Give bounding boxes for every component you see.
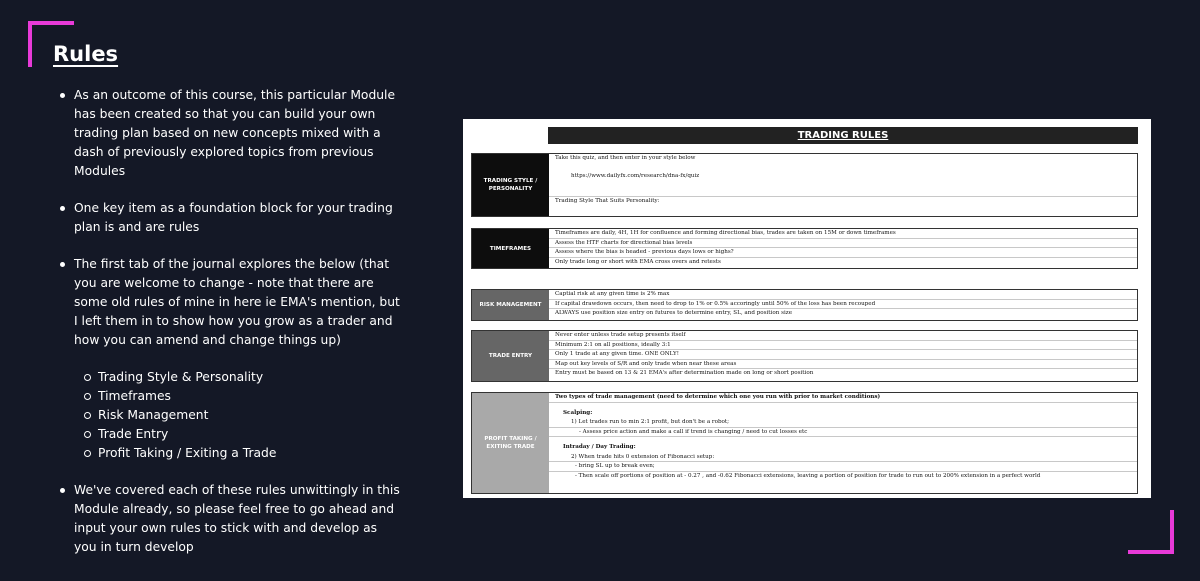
page-title: Rules: [53, 42, 119, 66]
bullet-item: As an outcome of this course, this particular Module has been created so that you can build your own trading plan based on new concepts mixed with a dash of previously explored topics from previous Modules: [56, 86, 401, 181]
sheet-row: Only trade long or short with EMA cross overs and retests: [555, 258, 721, 265]
section-timeframes: [471, 228, 1138, 269]
bullet-text: The first tab of the journal explores the below (that you are welcome to change - note that there are some old rules of mine in here ie EMA's mention, but I left them in to show how you grow as a trader and how you can amend and change things up): [74, 257, 400, 347]
section-label: TRADING STYLE / PERSONALITY: [472, 154, 549, 216]
sheet-row: https://www.dailyfx.com/research/dna-fx/quiz: [549, 171, 1137, 197]
sub-bullet-item: Trade Entry: [80, 425, 401, 444]
corner-accent-bottom-right-vertical: [1170, 510, 1174, 554]
sheet-row: Map out key levels of S/R and only trade when near these areas: [549, 360, 1137, 370]
sheet-row: 1) Let trades run to min 2:1 profit, but don't be a robot;: [549, 418, 1137, 428]
section-trade-entry: [471, 330, 1138, 382]
corner-accent-top-left-vertical: [28, 21, 32, 67]
section-risk-management: [471, 289, 1138, 321]
sheet-row: Only 1 trade at any given time. ONE ONLY!: [549, 350, 1137, 360]
sheet-row: Trading Style That Suits Personality:: [555, 197, 660, 204]
bullet-item: One key item as a foundation block for your trading plan is and are rules: [56, 199, 401, 237]
section-profit-taking: [471, 392, 1138, 494]
sheet-row: - Then scale off portions of position at - 0.27 , and -0.62 Fibonacci extensions, leaving a portion of position for trade to run out to 200% extension in a perfect world: [575, 472, 1041, 479]
section-label: PROFIT TAKING / EXITING TRADE: [472, 393, 549, 493]
sheet-row: Take this quiz, and then enter in your style below: [555, 155, 696, 161]
section-trading-style: [471, 153, 1138, 217]
sheet-title: TRADING RULES: [548, 127, 1138, 144]
sheet-row: Entry must be based on 13 & 21 EMA's after determination made on long or short position: [555, 370, 814, 376]
bullet-list: [56, 86, 401, 576]
corner-accent-bottom-right: [1128, 550, 1174, 554]
section-label: TIMEFRAMES: [472, 229, 549, 268]
sub-bullet-list: [80, 368, 401, 463]
sub-bullet-item: Risk Management: [80, 406, 401, 425]
sheet-row: Minimum 2:1 on all positions, ideally 3:1: [549, 341, 1137, 351]
sheet-row: Scalping:: [563, 409, 593, 416]
bullet-item: We've covered each of these rules unwittingly in this Module already, so please feel free to go ahead and input your own rules to stick with and develop as you in turn develop: [56, 481, 401, 557]
sheet-row: Timeframes are daily, 4H, 1H for confluence and forming directional bias, trades are taken on 15M or down timeframes: [549, 229, 1137, 239]
trading-rules-sheet-image: [463, 119, 1151, 498]
sheet-row: Assess where the bias is headed - previous days lows or highs?: [549, 248, 1137, 258]
sheet-row: Assess the HTF charts for directional bias levels: [549, 239, 1137, 249]
sub-bullet-item: Profit Taking / Exiting a Trade: [80, 444, 401, 463]
sub-bullet-item: Timeframes: [80, 387, 401, 406]
sheet-row: Never enter unless trade setup presents itself: [549, 331, 1137, 341]
sheet-row: - Assess price action and make a call if trend is changing / need to cut losses etc: [549, 428, 1137, 438]
section-label: TRADE ENTRY: [472, 331, 549, 381]
sheet-row: 2) When trade hits 0 extension of Fibonacci setup:: [549, 453, 1137, 463]
sheet-row: ALWAYS use position size entry on futures to determine entry, SL, and position size: [555, 310, 793, 316]
sheet-row: If capital drawdown occurs, then need to drop to 1% or 0.5% accoringly until 50% of the loss has been recouped: [549, 300, 1137, 310]
sheet-row: Intraday / Day Trading:: [563, 444, 636, 450]
sheet-row: Captial risk at any given time is 2% max: [549, 290, 1137, 300]
sheet-row: Two types of trade management (need to determine which one you run with prior to market conditions): [549, 393, 1137, 403]
section-label: RISK MANAGEMENT: [472, 290, 549, 320]
sub-bullet-item: Trading Style & Personality: [80, 368, 401, 387]
corner-accent-top-left: [28, 21, 74, 25]
bullet-item: [56, 255, 401, 463]
sheet-row: - bring SL up to break even;: [549, 462, 1137, 472]
